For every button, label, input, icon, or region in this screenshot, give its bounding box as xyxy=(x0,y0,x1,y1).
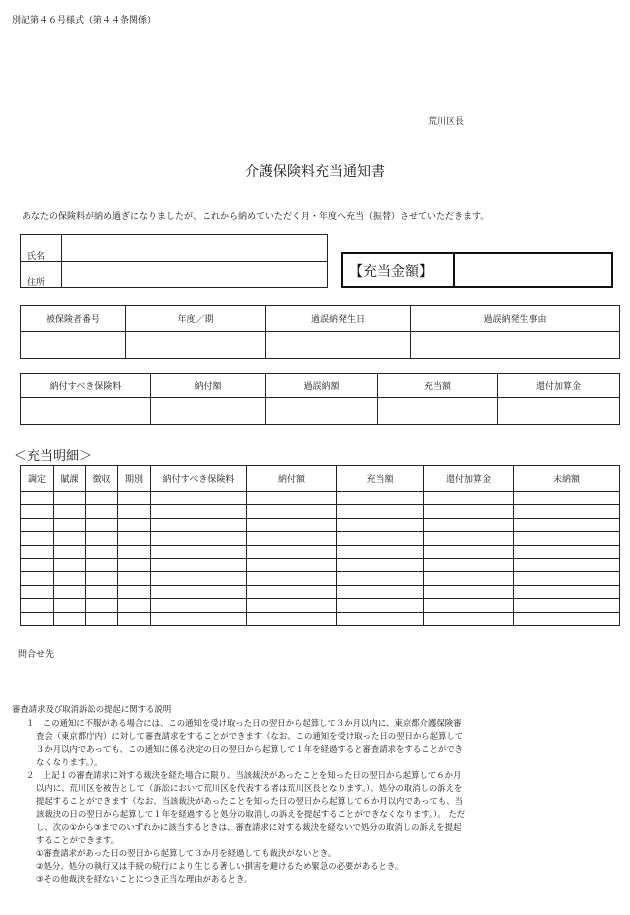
table-cell xyxy=(118,532,151,545)
header-overpayment-reason: 過誤納発生事由 xyxy=(411,306,620,332)
table-cell xyxy=(54,492,86,505)
notes-line: ③その他裁決を経ないことにつき正当な理由があるとき。 xyxy=(36,874,253,884)
table-cell xyxy=(21,518,54,531)
table-cell xyxy=(86,612,118,625)
form-number: 別記第４６号様式（第４４条関係） xyxy=(12,16,157,26)
table-cell xyxy=(151,585,247,598)
header-assessment: 調定 xyxy=(21,466,54,492)
notes-line: 提起することができます（なお、当該裁決があったことを知った日の翌日から起算して６か月以内であっても、当 xyxy=(36,796,463,806)
table-cell xyxy=(424,585,514,598)
table-cell xyxy=(514,558,620,571)
table-cell xyxy=(424,492,514,505)
table-cell xyxy=(337,599,424,612)
table-cell xyxy=(54,518,86,531)
header-year-period: 年度／期 xyxy=(126,306,266,332)
table-cell xyxy=(424,505,514,518)
table-cell xyxy=(151,572,247,585)
notes-line: し、次の①から③までのいずれかに該当するときは、審査請求に対する裁決を経ないで処分の取消しの訴えを提起 xyxy=(36,822,462,832)
issuer: 荒川区長 xyxy=(428,117,465,127)
table-cell xyxy=(86,558,118,571)
table-cell xyxy=(21,492,54,505)
table-cell xyxy=(337,545,424,558)
table-row xyxy=(21,599,620,612)
payment-summary-table xyxy=(20,373,620,425)
table-cell xyxy=(378,398,498,425)
table-cell xyxy=(514,572,620,585)
address-label: 住所 xyxy=(27,278,46,288)
name-label: 氏名 xyxy=(27,252,46,262)
table-cell xyxy=(337,612,424,625)
table-row xyxy=(21,545,620,558)
table-cell xyxy=(514,545,620,558)
notes-title: 審査請求及び取消訴訟の提起に関する説明 xyxy=(12,704,172,714)
table-cell xyxy=(86,545,118,558)
table-cell xyxy=(498,398,620,425)
table-cell xyxy=(118,492,151,505)
table-cell xyxy=(86,492,118,505)
table-cell xyxy=(337,492,424,505)
notes-line: 査会（東京都庁内）に対して審査請求をすることができます（なお、この通知を受け取った日の翌日から起算して xyxy=(36,731,464,741)
table-cell xyxy=(247,518,337,531)
table-cell xyxy=(247,545,337,558)
notes-line: 該裁決の日の翌日から起算して１年を経過すると処分の取消しの訴えを提起することができなくなります。）。 ただ xyxy=(36,809,466,819)
table-cell xyxy=(266,332,411,359)
table-cell xyxy=(266,398,378,425)
table-cell xyxy=(247,492,337,505)
table-cell xyxy=(514,599,620,612)
table-row xyxy=(21,492,620,505)
table-cell xyxy=(21,612,54,625)
table-cell xyxy=(86,505,118,518)
table-cell xyxy=(424,599,514,612)
header-paid-amount: 納付額 xyxy=(151,374,266,398)
header-applied-amount: 充当額 xyxy=(378,374,498,398)
notes-line: １ この通知に不服がある場合には、この通知を受け取った日の翌日から起算して３か月以内に、東京都介護保険審 xyxy=(26,718,462,728)
header-paid-amount: 納付額 xyxy=(247,466,337,492)
table-cell xyxy=(337,532,424,545)
header-refund-interest: 還付加算金 xyxy=(498,374,620,398)
table-cell xyxy=(337,585,424,598)
header-overpaid-amount: 過誤納額 xyxy=(266,374,378,398)
table-cell xyxy=(54,572,86,585)
table-cell xyxy=(118,572,151,585)
table-cell xyxy=(54,599,86,612)
notes-line: ３か月以内であっても、この通知に係る決定の日の翌日から起算して１年を経過すると審査請求をすることができ xyxy=(36,744,464,754)
table-cell xyxy=(21,332,126,359)
header-refund-interest: 還付加算金 xyxy=(424,466,514,492)
table-row xyxy=(21,518,620,531)
table-cell xyxy=(54,532,86,545)
table-cell xyxy=(118,558,151,571)
table-cell xyxy=(247,599,337,612)
table-row xyxy=(21,572,620,585)
table-row xyxy=(21,532,620,545)
notes-body xyxy=(26,717,616,886)
table-cell xyxy=(86,518,118,531)
table-row xyxy=(21,558,620,571)
table-cell xyxy=(21,599,54,612)
header-collection: 徴収 xyxy=(86,466,118,492)
table-cell xyxy=(54,545,86,558)
table-cell xyxy=(86,532,118,545)
header-overpayment-date: 過誤納発生日 xyxy=(266,306,411,332)
table-cell xyxy=(151,492,247,505)
table-cell xyxy=(21,545,54,558)
table-cell xyxy=(21,505,54,518)
notes-line: することができます。 xyxy=(36,835,120,845)
table-cell xyxy=(514,492,620,505)
table-cell xyxy=(424,612,514,625)
table-cell xyxy=(424,558,514,571)
notes-line: なくなります。）。 xyxy=(36,757,103,767)
header-applied-amount: 充当額 xyxy=(337,466,424,492)
table-cell xyxy=(118,518,151,531)
table-cell xyxy=(21,398,151,425)
amount-label: 【充当金額】 xyxy=(349,264,433,280)
header-payable-premium: 納付すべき保険料 xyxy=(21,374,151,398)
table-cell xyxy=(247,585,337,598)
table-cell xyxy=(54,585,86,598)
table-cell xyxy=(514,518,620,531)
table-cell xyxy=(118,505,151,518)
table-cell xyxy=(247,612,337,625)
table-cell xyxy=(151,398,266,425)
table-cell xyxy=(86,585,118,598)
table-cell xyxy=(411,332,620,359)
header-payable-premium: 納付すべき保険料 xyxy=(151,466,247,492)
table-cell xyxy=(424,518,514,531)
table-cell xyxy=(21,532,54,545)
table-row xyxy=(21,505,620,518)
detail-title: ＜充当明細＞ xyxy=(14,449,93,464)
table-cell xyxy=(337,558,424,571)
table-row xyxy=(21,585,620,598)
table-cell xyxy=(514,612,620,625)
table-cell xyxy=(151,505,247,518)
table-cell xyxy=(86,599,118,612)
table-cell xyxy=(21,558,54,571)
detail-table xyxy=(20,465,620,626)
header-insured-number: 被保険者番号 xyxy=(21,306,126,332)
table-cell xyxy=(514,532,620,545)
table-cell xyxy=(247,558,337,571)
table-cell xyxy=(151,558,247,571)
table-cell xyxy=(424,572,514,585)
table-cell xyxy=(151,545,247,558)
name-address-box xyxy=(20,234,328,288)
table-cell xyxy=(54,558,86,571)
contact-label: 問合せ先 xyxy=(18,650,55,660)
table-row xyxy=(21,612,620,625)
table-cell xyxy=(126,332,266,359)
table-cell xyxy=(118,612,151,625)
table-cell xyxy=(337,572,424,585)
table-cell xyxy=(247,532,337,545)
table-cell xyxy=(21,585,54,598)
notes-line: 以内に、荒川区を被告として（訴訟において荒川区を代表する者は荒川区長となります。）、処分の取消しの訴えを xyxy=(36,783,463,793)
table-cell xyxy=(118,545,151,558)
table-cell xyxy=(424,532,514,545)
header-levy: 賦課 xyxy=(54,466,86,492)
table-cell xyxy=(247,505,337,518)
table-cell xyxy=(151,599,247,612)
table-cell xyxy=(424,545,514,558)
table-cell xyxy=(21,572,54,585)
intro-text: あなたの保険料が納め過ぎになりましたが、これから納めていただく月・年度へ充当（振替）させていただきます。 xyxy=(22,212,490,222)
table-cell xyxy=(514,505,620,518)
table-cell xyxy=(514,585,620,598)
notes-line: ２ 上記１の審査請求に対する裁決を経た場合に限り、当該裁決があったことを知った日の翌日から起算して６か月 xyxy=(26,770,462,780)
table-cell xyxy=(54,505,86,518)
table-cell xyxy=(118,599,151,612)
notes-line: ①審査請求があった日の翌日から起算して３か月を経過しても裁決がないとき。 xyxy=(36,848,337,858)
table-cell xyxy=(118,585,151,598)
page-title: 介護保険料充当通知書 xyxy=(245,164,385,180)
table-cell xyxy=(151,612,247,625)
notes-line: ②処分、処分の執行又は手続の続行により生じる著しい損害を避けるため緊急の必要があるとき。 xyxy=(36,861,404,871)
insured-info-table xyxy=(20,305,620,359)
table-cell xyxy=(337,505,424,518)
table-cell xyxy=(86,572,118,585)
table-cell xyxy=(151,532,247,545)
header-term: 期別 xyxy=(118,466,151,492)
table-cell xyxy=(54,612,86,625)
table-cell xyxy=(337,518,424,531)
table-cell xyxy=(247,572,337,585)
amount-box xyxy=(341,252,613,288)
header-unpaid-amount: 未納額 xyxy=(514,466,620,492)
table-cell xyxy=(151,518,247,531)
